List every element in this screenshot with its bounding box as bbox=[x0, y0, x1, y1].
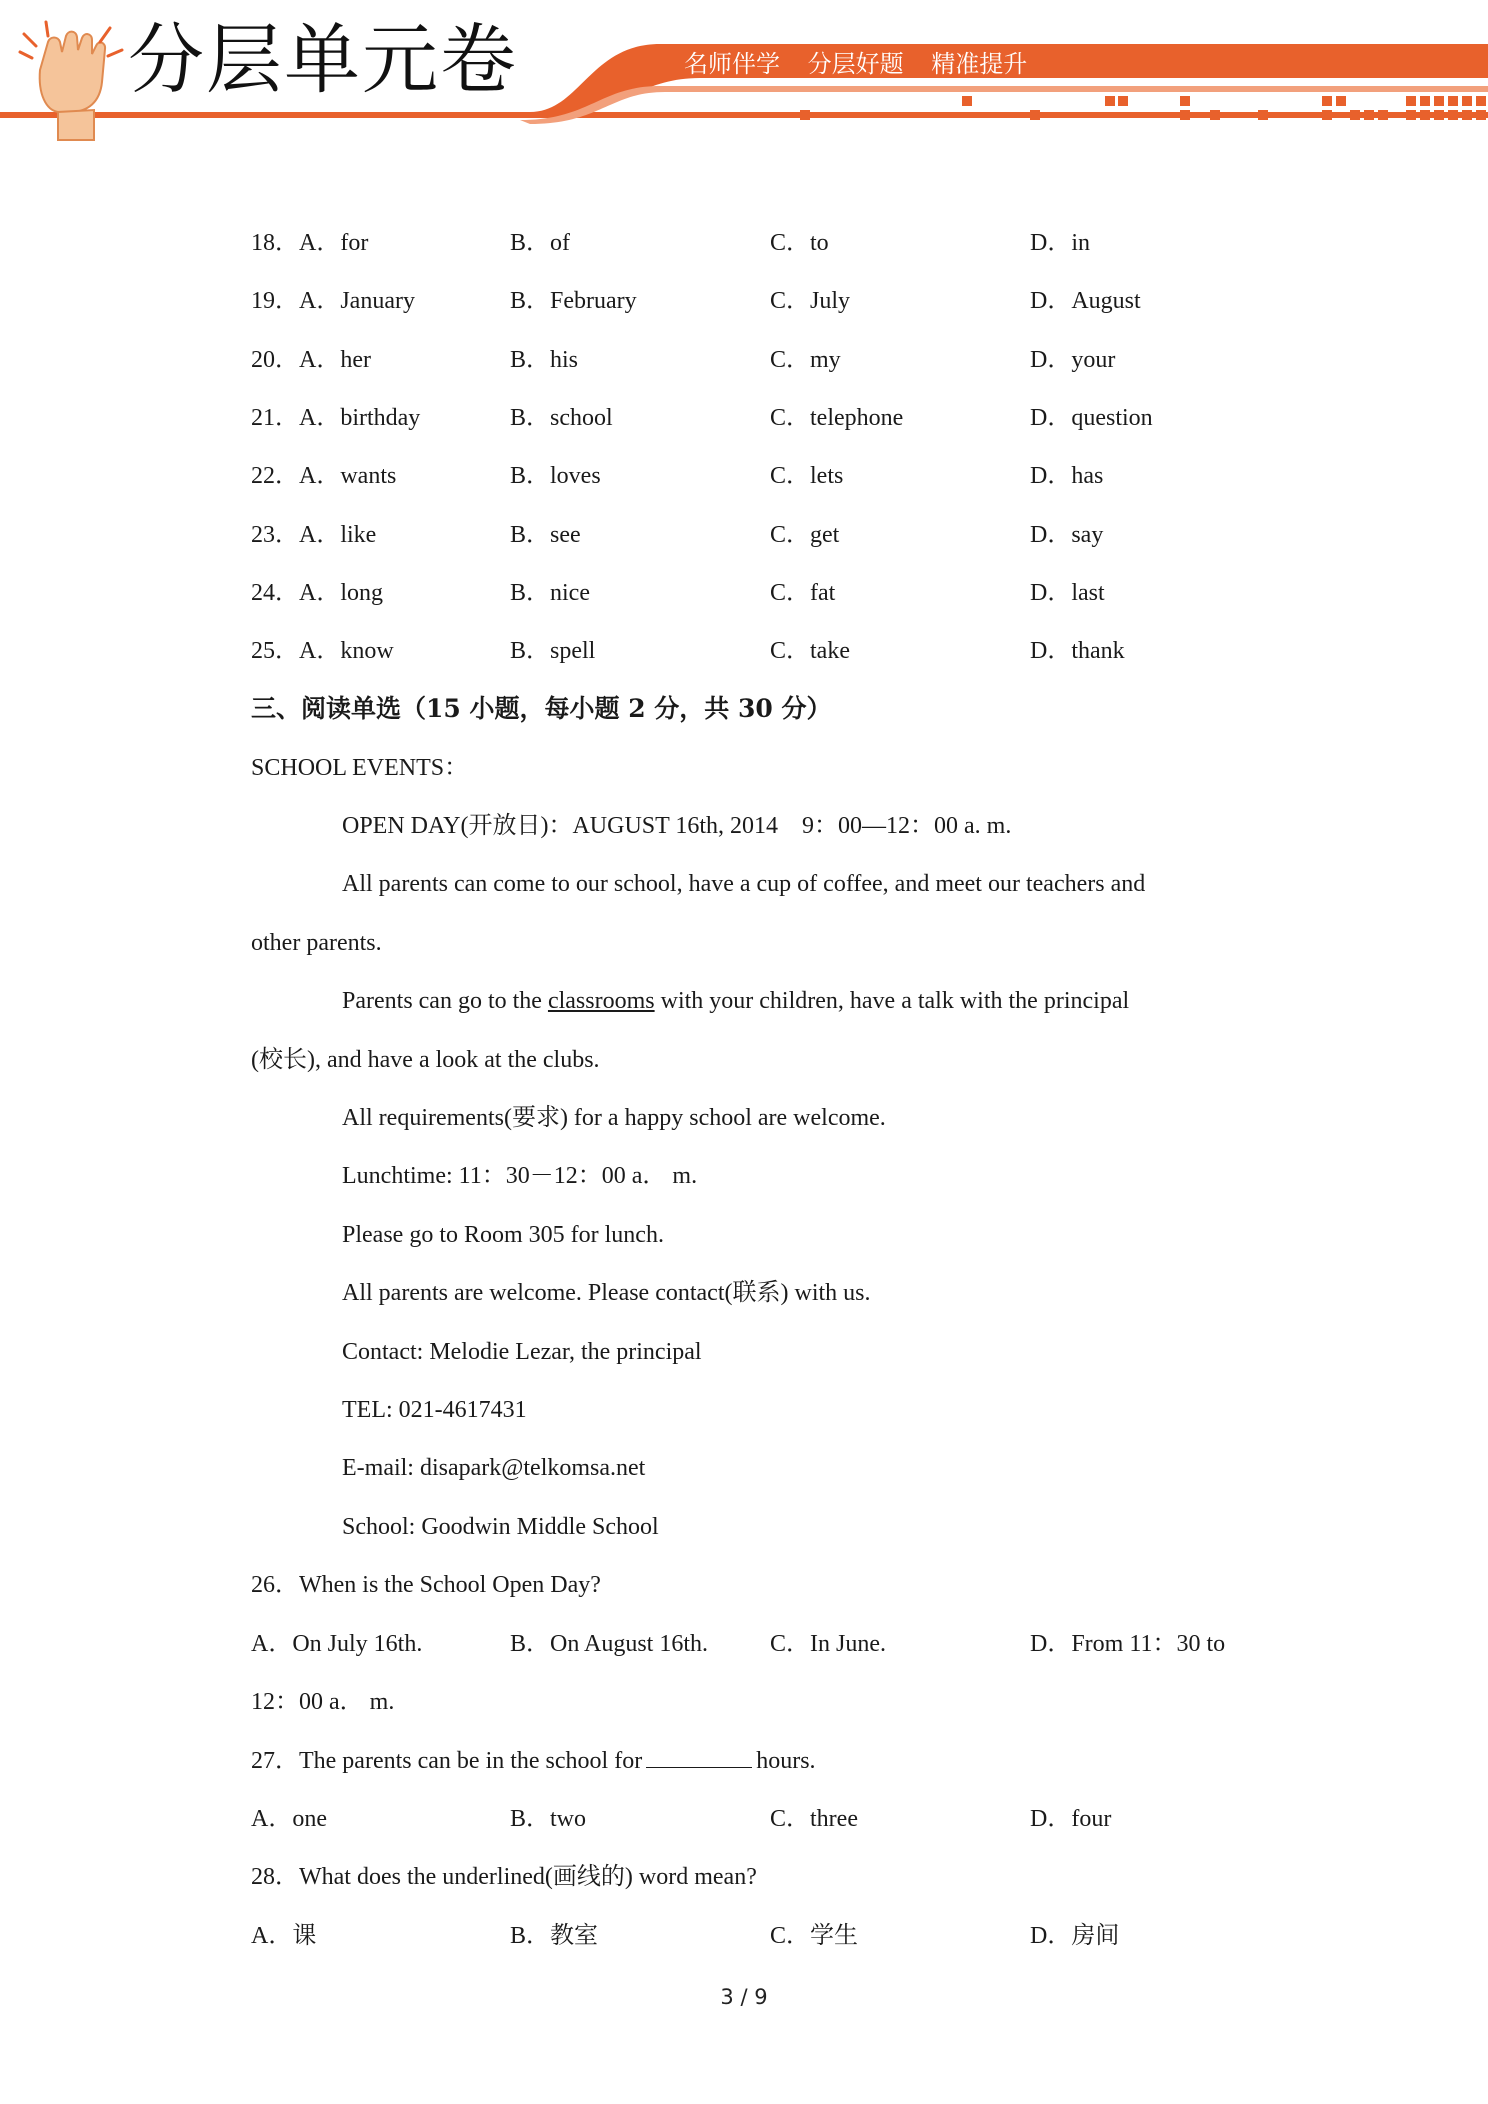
option-d: D．four bbox=[1030, 1806, 1112, 1832]
passage-p1-line1: All parents can come to our school, have a cup of coffee, and meet our teachers and bbox=[342, 871, 1146, 897]
option-d: D．question bbox=[1030, 405, 1153, 431]
option-d: D．has bbox=[1030, 463, 1104, 489]
passage-p2-line2: (校长), and have a look at the clubs. bbox=[251, 1047, 600, 1073]
option-c: C．to bbox=[770, 230, 829, 256]
question-26-option-d-cont: 12：00 a． m. bbox=[251, 1689, 395, 1715]
option-b: B．see bbox=[510, 522, 581, 548]
lunch-room-line: Please go to Room 305 for lunch. bbox=[342, 1222, 664, 1248]
option-a: 20．A．her bbox=[251, 347, 371, 373]
option-b: B．教室 bbox=[510, 1923, 599, 1949]
page-header bbox=[0, 0, 1488, 150]
option-b: B．his bbox=[510, 347, 579, 373]
welcome-line: All parents are welcome. Please contact(联系) with us. bbox=[342, 1280, 871, 1306]
option-c: C．take bbox=[770, 638, 850, 664]
option-d: D．your bbox=[1030, 347, 1116, 373]
option-d: D．say bbox=[1030, 522, 1104, 548]
question-19-options bbox=[251, 286, 1251, 316]
option-c: C．get bbox=[770, 522, 840, 548]
question-21-options bbox=[251, 403, 1251, 433]
question-27-stem bbox=[251, 1745, 816, 1776]
school-line: School: Goodwin Middle School bbox=[342, 1514, 659, 1540]
question-23-options bbox=[251, 520, 1251, 550]
question-28-options bbox=[251, 1921, 1251, 1951]
section-title: 三、阅读单选（15 小题，每小题 2 分，共 30 分） bbox=[251, 694, 832, 723]
passage-p1-line2: other parents. bbox=[251, 930, 382, 956]
option-b: B．loves bbox=[510, 463, 601, 489]
option-a: 18．A．for bbox=[251, 230, 369, 256]
stem-post: hours. bbox=[756, 1748, 816, 1774]
option-c: C．telephone bbox=[770, 405, 904, 431]
email-line: E-mail: disapark@telkomsa.net bbox=[342, 1455, 646, 1481]
fist-icon bbox=[20, 22, 122, 140]
option-c: C．my bbox=[770, 347, 841, 373]
option-a: A．课 bbox=[251, 1923, 317, 1949]
option-b: B．On August 16th. bbox=[510, 1631, 709, 1657]
option-b: B．nice bbox=[510, 580, 590, 606]
option-d: D．in bbox=[1030, 230, 1090, 256]
option-c: C．In June. bbox=[770, 1631, 886, 1657]
option-c: C．fat bbox=[770, 580, 836, 606]
option-d: D．From 11：30 to bbox=[1030, 1631, 1226, 1657]
lunchtime-line: Lunchtime: 11：30－12：00 a． m. bbox=[342, 1163, 698, 1189]
option-a: 24．A．long bbox=[251, 580, 383, 606]
header-slogan: 名师伴学 分层好题 精准提升 bbox=[684, 50, 1028, 78]
option-b: B．school bbox=[510, 405, 613, 431]
option-a: 21．A．birthday bbox=[251, 405, 421, 431]
question-26-options bbox=[251, 1629, 1251, 1659]
option-a: A．one bbox=[251, 1806, 327, 1832]
question-18-options bbox=[251, 228, 1251, 258]
option-c: C．July bbox=[770, 288, 851, 314]
question-26-stem: 26．When is the School Open Day? bbox=[251, 1572, 601, 1598]
stem-pre: 27．The parents can be in the school for bbox=[251, 1748, 643, 1774]
question-24-options bbox=[251, 578, 1251, 608]
p2-post: with your children, have a talk with the principal bbox=[654, 988, 1130, 1014]
passage-p3: All requirements(要求) for a happy school are welcome. bbox=[342, 1105, 886, 1131]
question-25-options bbox=[251, 636, 1251, 666]
option-d: D．last bbox=[1030, 580, 1105, 606]
option-b: B．two bbox=[510, 1806, 587, 1832]
answer-blank bbox=[646, 1745, 752, 1768]
option-b: B．of bbox=[510, 230, 570, 256]
brand-title: 分层单元卷 bbox=[128, 15, 518, 104]
option-d: D．August bbox=[1030, 288, 1141, 314]
question-27-options bbox=[251, 1804, 1251, 1834]
option-c: C．three bbox=[770, 1806, 858, 1832]
question-20-options bbox=[251, 345, 1251, 375]
option-a: 19．A．January bbox=[251, 288, 415, 314]
tel-line: TEL: 021-4617431 bbox=[342, 1397, 527, 1423]
option-c: C．学生 bbox=[770, 1923, 859, 1949]
option-a: 23．A．like bbox=[251, 522, 377, 548]
p2-pre: Parents can go to the bbox=[342, 988, 548, 1014]
option-a: 22．A．wants bbox=[251, 463, 397, 489]
option-a: 25．A．know bbox=[251, 638, 394, 664]
option-b: B．spell bbox=[510, 638, 596, 664]
underlined-word: classrooms bbox=[547, 988, 655, 1014]
page-number: 3 / 9 bbox=[720, 1985, 768, 2009]
option-b: B．February bbox=[510, 288, 637, 314]
passage-heading: SCHOOL EVENTS： bbox=[251, 755, 469, 781]
option-d: D．房间 bbox=[1030, 1923, 1120, 1949]
passage-p2-line1 bbox=[342, 986, 1129, 1016]
question-28-stem: 28．What does the underlined(画线的) word mean? bbox=[251, 1864, 757, 1890]
option-a: A．On July 16th. bbox=[251, 1631, 423, 1657]
contact-line: Contact: Melodie Lezar, the principal bbox=[342, 1339, 702, 1365]
option-c: C．lets bbox=[770, 463, 844, 489]
question-22-options bbox=[251, 461, 1251, 491]
open-day-line: OPEN DAY(开放日)：AUGUST 16th, 2014 9：00—12：00 a. m. bbox=[342, 813, 1012, 839]
option-d: D．thank bbox=[1030, 638, 1125, 664]
